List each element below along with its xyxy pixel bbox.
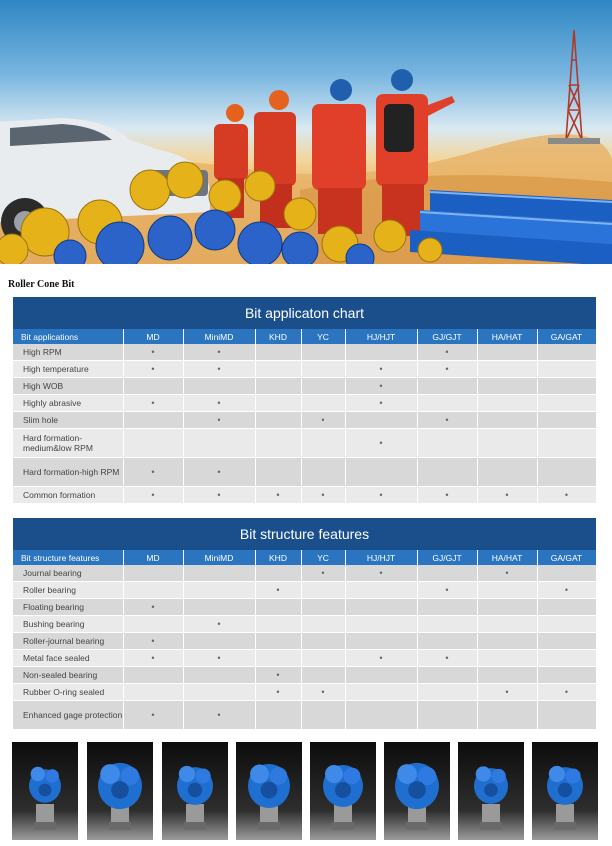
table-row [13, 429, 596, 458]
section-title: Roller Cone Bit [8, 279, 75, 290]
application-row-label: Slim hole [13, 412, 123, 429]
application-column-header: MiniMD [183, 329, 255, 344]
application-cell [417, 395, 477, 412]
applicable-mark: • [505, 687, 509, 697]
structure-cell [301, 599, 345, 616]
applicable-mark: • [276, 490, 280, 500]
table-row [13, 650, 596, 667]
structure-cell [301, 582, 345, 599]
application-column-header: HJ/HJT [345, 329, 417, 344]
applicable-mark: • [379, 364, 383, 374]
applicable-mark: • [151, 467, 155, 477]
applicable-mark: • [379, 398, 383, 408]
table-row [13, 633, 596, 650]
applicable-mark: • [217, 415, 221, 425]
bit-product-gallery [12, 742, 598, 840]
application-cell [301, 378, 345, 395]
applicable-mark: • [276, 585, 280, 595]
application-cell [345, 487, 417, 504]
applicable-mark: • [445, 653, 449, 663]
application-cell [417, 458, 477, 487]
structure-cell [123, 599, 183, 616]
applicable-mark: • [445, 490, 449, 500]
structure-cell [301, 565, 345, 582]
application-column-header: MD [123, 329, 183, 344]
application-cell [123, 344, 183, 361]
table-row [13, 378, 596, 395]
structure-chart-table [13, 550, 597, 730]
application-column-header: KHD [255, 329, 301, 344]
applicable-mark: • [151, 653, 155, 663]
application-cell [417, 378, 477, 395]
application-cell [123, 412, 183, 429]
applicable-mark: • [505, 490, 509, 500]
application-cell [477, 487, 537, 504]
application-row-label: High RPM [13, 344, 123, 361]
structure-cell [123, 650, 183, 667]
table-row [13, 701, 596, 730]
applicable-mark: • [379, 653, 383, 663]
structure-cell [537, 684, 596, 701]
application-row-label: High temperature [13, 361, 123, 378]
application-column-header: Bit applications [13, 329, 123, 344]
applicable-mark: • [445, 364, 449, 374]
structure-column-header: MiniMD [183, 550, 255, 565]
applicable-mark: • [151, 636, 155, 646]
structure-cell [255, 633, 301, 650]
application-cell [537, 487, 596, 504]
applicable-mark: • [564, 490, 569, 500]
structure-cell [417, 616, 477, 633]
application-cell [537, 361, 596, 378]
structure-cell [345, 616, 417, 633]
structure-row-label: Roller bearing [13, 582, 123, 599]
application-cell [301, 344, 345, 361]
application-cell [477, 412, 537, 429]
application-cell [345, 395, 417, 412]
structure-chart [13, 518, 596, 730]
applicable-mark: • [151, 398, 155, 408]
application-cell [537, 412, 596, 429]
applicable-mark: • [217, 653, 221, 663]
structure-cell [301, 684, 345, 701]
application-cell [477, 378, 537, 395]
application-column-header: GA/GAT [537, 329, 596, 344]
structure-cell [255, 616, 301, 633]
application-cell [123, 395, 183, 412]
application-cell [301, 395, 345, 412]
structure-cell [255, 701, 301, 730]
applicable-mark: • [564, 687, 569, 697]
application-column-header: HA/HAT [477, 329, 537, 344]
structure-row-label: Metal face sealed [13, 650, 123, 667]
applicable-mark: • [217, 364, 221, 374]
structure-cell [477, 633, 537, 650]
applicable-mark: • [276, 670, 280, 680]
application-row-label: Hard formation-medium&low RPM [13, 429, 123, 458]
applicable-mark: • [321, 415, 325, 425]
structure-row-label: Rubber O-ring sealed [13, 684, 123, 701]
structure-cell [123, 616, 183, 633]
table-row [13, 344, 596, 361]
structure-cell [477, 565, 537, 582]
roller-cone-bit-photo [162, 742, 228, 840]
application-cell [255, 378, 301, 395]
structure-cell [345, 684, 417, 701]
application-cell [183, 487, 255, 504]
application-cell [417, 487, 477, 504]
structure-cell [537, 667, 596, 684]
roller-cone-bit-photo [458, 742, 524, 840]
oilfield-banner-image [0, 0, 612, 268]
applicable-mark: • [445, 585, 449, 595]
applicable-mark: • [321, 568, 325, 578]
roller-cone-bit-photo [384, 742, 450, 840]
structure-cell [417, 633, 477, 650]
application-cell [301, 458, 345, 487]
structure-cell [301, 633, 345, 650]
structure-cell [537, 701, 596, 730]
application-cell [345, 458, 417, 487]
application-cell [255, 412, 301, 429]
table-row [13, 361, 596, 378]
application-column-header: YC [301, 329, 345, 344]
table-row [13, 684, 596, 701]
application-cell [417, 429, 477, 458]
application-cell [183, 344, 255, 361]
applicable-mark: • [217, 490, 221, 500]
application-chart-body [13, 344, 596, 504]
applicable-mark: • [379, 438, 383, 448]
table-row [13, 582, 596, 599]
application-cell [183, 458, 255, 487]
structure-cell [123, 701, 183, 730]
application-cell [537, 344, 596, 361]
applicable-mark: • [217, 467, 221, 477]
application-cell [345, 429, 417, 458]
application-cell [345, 361, 417, 378]
structure-cell [417, 667, 477, 684]
structure-cell [301, 650, 345, 667]
structure-cell [183, 684, 255, 701]
structure-cell [123, 633, 183, 650]
structure-cell [477, 667, 537, 684]
application-cell [417, 361, 477, 378]
structure-column-header: GJ/GJT [417, 550, 477, 565]
structure-column-header: HJ/HJT [345, 550, 417, 565]
structure-cell [345, 701, 417, 730]
applicable-mark: • [217, 710, 221, 720]
application-cell [301, 487, 345, 504]
applicable-mark: • [379, 490, 383, 500]
table-row [13, 616, 596, 633]
structure-cell [123, 565, 183, 582]
structure-row-label: Bushing bearing [13, 616, 123, 633]
structure-cell [345, 599, 417, 616]
roller-cone-bit-photo [236, 742, 302, 840]
roller-cone-bit-photo [532, 742, 598, 840]
application-cell [477, 429, 537, 458]
application-cell [537, 458, 596, 487]
application-cell [183, 361, 255, 378]
structure-cell [477, 616, 537, 633]
application-cell [123, 361, 183, 378]
application-cell [255, 458, 301, 487]
structure-cell [301, 667, 345, 684]
application-cell [301, 412, 345, 429]
structure-cell [537, 565, 596, 582]
application-cell [417, 344, 477, 361]
table-row [13, 667, 596, 684]
structure-cell [537, 650, 596, 667]
applicable-mark: • [321, 490, 325, 500]
applicable-mark: • [217, 619, 221, 629]
structure-cell [345, 582, 417, 599]
table-row [13, 412, 596, 429]
applicable-mark: • [151, 490, 155, 500]
application-column-header: GJ/GJT [417, 329, 477, 344]
applicable-mark: • [217, 398, 221, 408]
structure-row-label: Enhanced gage protection [13, 701, 123, 730]
application-cell [123, 458, 183, 487]
structure-row-label: Non-sealed bearing [13, 667, 123, 684]
structure-row-label: Floating bearing [13, 599, 123, 616]
applicable-mark: • [217, 347, 221, 357]
structure-column-header: GA/GAT [537, 550, 596, 565]
application-cell [255, 487, 301, 504]
application-cell [123, 429, 183, 458]
roller-cone-bit-photo [12, 742, 78, 840]
structure-column-header: MD [123, 550, 183, 565]
structure-cell [301, 616, 345, 633]
application-chart-title: Bit applicaton chart [13, 297, 596, 329]
application-cell [123, 487, 183, 504]
application-row-label: Common formation [13, 487, 123, 504]
applicable-mark: • [379, 568, 383, 578]
application-row-label: High WOB [13, 378, 123, 395]
application-cell [477, 361, 537, 378]
application-cell [255, 344, 301, 361]
structure-cell [537, 633, 596, 650]
applicable-mark: • [445, 415, 449, 425]
application-row-label: Highly abrasive [13, 395, 123, 412]
structure-cell [183, 599, 255, 616]
application-cell [477, 344, 537, 361]
application-chart [13, 297, 596, 504]
applicable-mark: • [379, 381, 383, 391]
structure-cell [255, 599, 301, 616]
application-cell [477, 458, 537, 487]
application-cell [477, 395, 537, 412]
roller-cone-bit-photo [87, 742, 153, 840]
application-cell [301, 361, 345, 378]
structure-row-label: Journal bearing [13, 565, 123, 582]
application-cell [255, 429, 301, 458]
structure-cell [255, 650, 301, 667]
structure-cell [345, 650, 417, 667]
structure-cell [183, 650, 255, 667]
structure-cell [417, 599, 477, 616]
structure-cell [345, 565, 417, 582]
applicable-mark: • [445, 347, 449, 357]
structure-cell [345, 633, 417, 650]
structure-cell [255, 565, 301, 582]
application-cell [183, 378, 255, 395]
application-row-label: Hard formation-high RPM [13, 458, 123, 487]
structure-cell [255, 582, 301, 599]
structure-cell [477, 599, 537, 616]
application-cell [537, 429, 596, 458]
application-cell [345, 344, 417, 361]
application-cell [417, 412, 477, 429]
table-row [13, 599, 596, 616]
applicable-mark: • [151, 710, 155, 720]
structure-cell [477, 650, 537, 667]
application-cell [301, 429, 345, 458]
structure-cell [417, 582, 477, 599]
structure-cell [477, 701, 537, 730]
structure-cell [183, 633, 255, 650]
hero-banner [0, 0, 612, 268]
structure-column-header: Bit structure features [13, 550, 123, 565]
structure-cell [123, 667, 183, 684]
table-row [13, 565, 596, 582]
structure-cell [417, 701, 477, 730]
structure-cell [183, 582, 255, 599]
structure-column-header: KHD [255, 550, 301, 565]
structure-chart-body [13, 565, 596, 730]
applicable-mark: • [151, 347, 155, 357]
table-row [13, 458, 596, 487]
application-cell [183, 412, 255, 429]
structure-cell [477, 582, 537, 599]
structure-cell [301, 701, 345, 730]
applicable-mark: • [151, 602, 155, 612]
structure-cell [183, 667, 255, 684]
structure-cell [183, 701, 255, 730]
application-cell [255, 361, 301, 378]
structure-cell [123, 582, 183, 599]
application-cell [123, 378, 183, 395]
applicable-mark: • [321, 687, 325, 697]
structure-column-header: HA/HAT [477, 550, 537, 565]
structure-cell [345, 667, 417, 684]
application-cell [255, 395, 301, 412]
structure-cell [537, 582, 596, 599]
structure-cell [255, 667, 301, 684]
structure-cell [477, 684, 537, 701]
structure-cell [537, 616, 596, 633]
structure-row-label: Roller-journal bearing [13, 633, 123, 650]
table-row [13, 487, 596, 504]
structure-cell [255, 684, 301, 701]
applicable-mark: • [505, 568, 509, 578]
application-cell [537, 378, 596, 395]
structure-cell [537, 599, 596, 616]
application-cell [345, 378, 417, 395]
structure-chart-header [13, 550, 596, 565]
application-cell [183, 429, 255, 458]
roller-cone-bit-photo [310, 742, 376, 840]
structure-cell [417, 684, 477, 701]
application-chart-table [13, 329, 597, 504]
structure-cell [417, 565, 477, 582]
structure-cell [183, 616, 255, 633]
structure-cell [123, 684, 183, 701]
application-chart-header [13, 329, 596, 344]
structure-cell [183, 565, 255, 582]
structure-chart-title: Bit structure features [13, 518, 596, 550]
table-row [13, 395, 596, 412]
structure-cell [417, 650, 477, 667]
applicable-mark: • [276, 687, 280, 697]
structure-column-header: YC [301, 550, 345, 565]
application-cell [537, 395, 596, 412]
application-cell [345, 412, 417, 429]
applicable-mark: • [564, 585, 569, 595]
application-cell [183, 395, 255, 412]
applicable-mark: • [151, 364, 155, 374]
